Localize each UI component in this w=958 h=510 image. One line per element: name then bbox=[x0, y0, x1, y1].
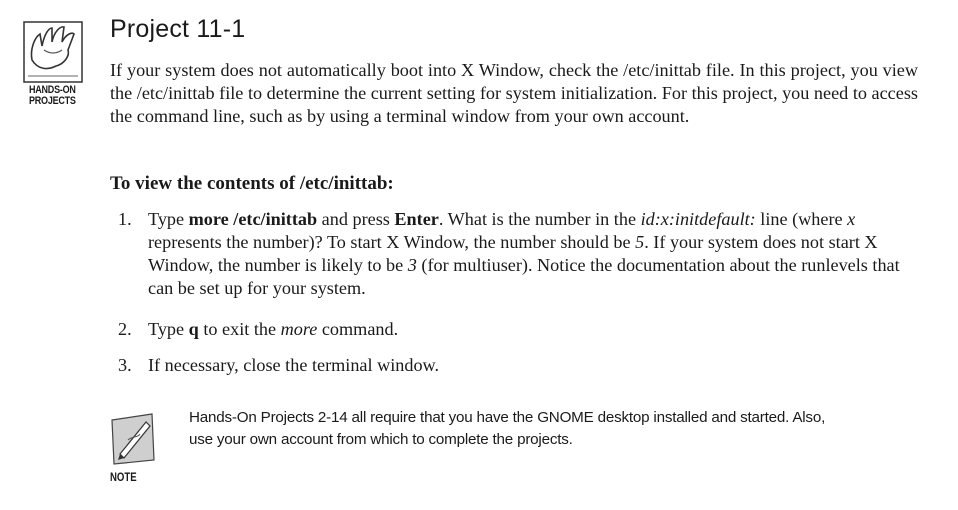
command-text: q bbox=[188, 319, 199, 339]
pen-writing-icon bbox=[108, 410, 158, 468]
step-text-run: . What is the number in the bbox=[438, 209, 641, 229]
hands-on-projects-badge bbox=[22, 20, 84, 112]
step-1 bbox=[118, 208, 928, 300]
hand-pointing-icon bbox=[22, 20, 84, 84]
italic-text: 5 bbox=[635, 232, 645, 252]
italic-text: 3 bbox=[407, 255, 417, 275]
step-number: 1. bbox=[118, 209, 132, 229]
step-text-run: Type bbox=[148, 319, 189, 339]
note-caption: NOTE bbox=[110, 470, 137, 484]
note-badge bbox=[108, 410, 162, 490]
step-text-run: line (where bbox=[755, 209, 848, 229]
step-text-run: and press bbox=[317, 209, 395, 229]
step-text bbox=[148, 318, 928, 341]
step-2 bbox=[118, 318, 928, 341]
project-title: Project 11-1 bbox=[110, 15, 246, 43]
step-text-run: (for multiuser). Notice the documentation about the runlevels that can be set up for your system. bbox=[148, 255, 900, 298]
step-text-run: Type bbox=[148, 209, 189, 229]
step-text: If necessary, close the terminal window. bbox=[148, 355, 440, 375]
step-text-run: to exit the bbox=[198, 319, 281, 339]
command-text: more /etc/inittab bbox=[188, 209, 318, 229]
step-3 bbox=[118, 354, 928, 377]
step-text bbox=[148, 208, 928, 300]
key-text: Enter bbox=[394, 209, 439, 229]
note-text: Hands-On Projects 2-14 all require that you have the GNOME desktop installed and started. Also, use your own account from which to complete the projects. bbox=[189, 409, 826, 448]
badge-caption-line1: HANDS-ON bbox=[29, 84, 76, 96]
badge-caption-line2: PROJECTS bbox=[29, 95, 76, 107]
step-text-run: . If your system does not start X Window, the number is likely to be bbox=[148, 232, 878, 275]
step-number: 3. bbox=[118, 355, 132, 375]
section-heading: To view the contents of /etc/inittab: bbox=[110, 173, 394, 194]
italic-text: x bbox=[847, 209, 856, 229]
intro-paragraph: If your system does not automatically boot into X Window, check the /etc/inittab file. In this project, you view the /etc/inittab file to determine the current setting for system initialization. For this project, you need to access the command line, such as by using a terminal window from your own account. bbox=[110, 60, 918, 126]
italic-text: id:x:initdefault: bbox=[640, 209, 756, 229]
step-text-run: represents the number)? To start X Window, the number should be bbox=[148, 232, 636, 252]
italic-text: more bbox=[280, 319, 318, 339]
step-number: 2. bbox=[118, 319, 132, 339]
step-text-run: command. bbox=[317, 319, 399, 339]
